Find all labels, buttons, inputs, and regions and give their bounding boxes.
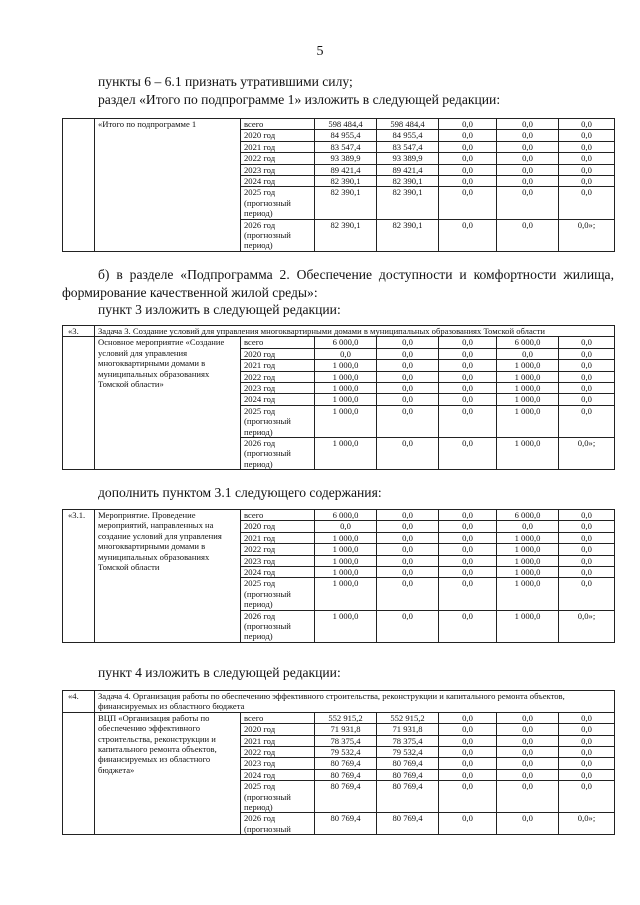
value-cell: 84 955,4	[315, 130, 377, 141]
value-cell: 0,0»;	[559, 610, 615, 642]
value-cell: 0,0	[439, 781, 497, 813]
value-cell: 82 390,1	[315, 219, 377, 251]
para-add-3-1: дополнить пунктом 3.1 следующего содержания:	[98, 485, 382, 500]
value-cell: 0,0	[439, 521, 497, 532]
value-cell: 0,0	[559, 141, 615, 152]
value-cell: 0,0	[559, 769, 615, 780]
value-cell: 0,0»;	[559, 219, 615, 251]
value-cell: 82 390,1	[315, 176, 377, 187]
value-cell: 0,0	[439, 544, 497, 555]
value-cell: 0,0	[377, 544, 439, 555]
year-cell: 2022 год	[241, 544, 315, 555]
year-cell: всего	[241, 712, 315, 723]
value-cell: 0,0	[439, 747, 497, 758]
value-cell: 0,0	[377, 383, 439, 394]
value-cell: 0,0	[377, 438, 439, 470]
value-cell: 0,0»;	[559, 438, 615, 470]
value-cell: 0,0	[559, 747, 615, 758]
section-b-sub: пункт 3 изложить в следующей редакции:	[98, 302, 341, 317]
year-cell: 2020 год	[241, 521, 315, 532]
value-cell: 0,0	[439, 510, 497, 521]
year-cell: 2023 год	[241, 383, 315, 394]
value-cell: 78 375,4	[377, 735, 439, 746]
intro-line-2: раздел «Итого по подпрограмме 1» изложить в следующей редакции:	[98, 92, 501, 107]
value-cell: 79 532,4	[315, 747, 377, 758]
table-row	[63, 510, 615, 521]
item-title: ВЦП «Организация работы по обеспечению эффективного строительства, реконструкции и капитального ремонта объектов, финансируемых из областного бюджета»	[95, 712, 241, 834]
value-cell: 83 547,4	[377, 141, 439, 152]
item-number	[63, 119, 95, 252]
value-cell: 6 000,0	[497, 337, 559, 348]
task-header: Задача 4. Организация работы по обеспечению эффективного строительства, реконструкции и капитального ремонта объектов, финансируемых из областного бюджета	[95, 691, 615, 713]
value-cell: 78 375,4	[315, 735, 377, 746]
value-cell: 0,0	[497, 187, 559, 219]
year-cell: всего	[241, 119, 315, 130]
year-cell: 2025 год (прогнозный период)	[241, 781, 315, 813]
value-cell: 0,0	[559, 383, 615, 394]
value-cell: 1 000,0	[315, 383, 377, 394]
section-b-text: б) в разделе «Подпрограмма 2. Обеспечение доступности и комфортности жилища, формирование качественной жилой среды»:	[62, 267, 614, 300]
value-cell: 0,0	[377, 578, 439, 610]
value-cell: 71 931,8	[377, 724, 439, 735]
year-cell: 2021 год	[241, 532, 315, 543]
task-header-row	[63, 691, 615, 713]
value-cell: 0,0	[439, 758, 497, 769]
value-cell: 0,0	[377, 371, 439, 382]
value-cell: 0,0	[559, 532, 615, 543]
value-cell: 0,0	[559, 164, 615, 175]
value-cell: 0,0	[439, 735, 497, 746]
value-cell: 1 000,0	[497, 532, 559, 543]
value-cell: 0,0	[439, 724, 497, 735]
value-cell: 1 000,0	[497, 383, 559, 394]
value-cell: 1 000,0	[315, 405, 377, 437]
value-cell: 80 769,4	[315, 781, 377, 813]
value-cell: 0,0	[377, 405, 439, 437]
value-cell: 0,0	[439, 394, 497, 405]
value-cell: 80 769,4	[377, 781, 439, 813]
value-cell: 1 000,0	[315, 544, 377, 555]
year-cell: 2025 год (прогнозный период)	[241, 187, 315, 219]
value-cell: 0,0	[377, 555, 439, 566]
value-cell: 1 000,0	[315, 532, 377, 543]
value-cell: 0,0	[439, 610, 497, 642]
value-cell: 0,0	[439, 119, 497, 130]
value-cell: 0,0	[439, 813, 497, 835]
value-cell: 0,0	[559, 521, 615, 532]
value-cell: 0,0	[559, 119, 615, 130]
value-cell: 83 547,4	[315, 141, 377, 152]
year-cell: 2023 год	[241, 164, 315, 175]
value-cell: 0,0	[377, 532, 439, 543]
value-cell: 0,0	[559, 712, 615, 723]
value-cell: 80 769,4	[377, 758, 439, 769]
value-cell: 0,0	[559, 153, 615, 164]
value-cell: 1 000,0	[315, 555, 377, 566]
year-cell: 2024 год	[241, 394, 315, 405]
value-cell: 0,0	[497, 119, 559, 130]
value-cell: 0,0	[497, 153, 559, 164]
value-cell: 0,0	[559, 544, 615, 555]
value-cell: 0,0	[497, 219, 559, 251]
value-cell: 0,0	[377, 521, 439, 532]
year-cell: 2021 год	[241, 735, 315, 746]
value-cell: 0,0	[559, 348, 615, 359]
value-cell: 0,0	[315, 348, 377, 359]
value-cell: 1 000,0	[315, 371, 377, 382]
value-cell: 0,0	[497, 781, 559, 813]
value-cell: 598 484,4	[315, 119, 377, 130]
value-cell: 552 915,2	[377, 712, 439, 723]
value-cell: 0,0	[559, 130, 615, 141]
value-cell: 80 769,4	[377, 769, 439, 780]
year-cell: 2026 год (прогнозный	[241, 813, 315, 835]
year-cell: 2022 год	[241, 747, 315, 758]
table-row	[63, 337, 615, 348]
value-cell: 0,0	[559, 360, 615, 371]
value-cell: 0,0	[497, 141, 559, 152]
value-cell: 84 955,4	[377, 130, 439, 141]
value-cell: 0,0	[439, 360, 497, 371]
year-cell: 2025 год (прогнозный период)	[241, 405, 315, 437]
year-cell: 2024 год	[241, 567, 315, 578]
value-cell: 89 421,4	[315, 164, 377, 175]
value-cell: 0,0	[497, 758, 559, 769]
value-cell: 0,0	[559, 371, 615, 382]
value-cell: 0,0	[377, 360, 439, 371]
value-cell: 1 000,0	[497, 555, 559, 566]
value-cell: 0,0	[559, 781, 615, 813]
year-cell: 2026 год (прогнозный период)	[241, 610, 315, 642]
value-cell: 1 000,0	[315, 438, 377, 470]
item-number: «3.1.	[63, 510, 95, 643]
value-cell: 93 389,9	[377, 153, 439, 164]
year-cell: 2026 год (прогнозный период)	[241, 438, 315, 470]
value-cell: 0,0	[497, 521, 559, 532]
value-cell: 0,0	[439, 219, 497, 251]
value-cell: 1 000,0	[497, 544, 559, 555]
item-number-blank	[63, 337, 95, 470]
value-cell: 0,0	[439, 348, 497, 359]
value-cell: 0,0	[439, 130, 497, 141]
value-cell: 0,0	[439, 555, 497, 566]
value-cell: 1 000,0	[497, 371, 559, 382]
value-cell: 82 390,1	[377, 187, 439, 219]
year-cell: 2020 год	[241, 130, 315, 141]
value-cell: 6 000,0	[315, 337, 377, 348]
value-cell: 0,0	[439, 578, 497, 610]
item-title: Основное мероприятие «Создание условий для управления многоквартирными домами в муниципальных образованиях Томской области»	[95, 337, 241, 470]
value-cell: 0,0	[377, 610, 439, 642]
value-cell: 1 000,0	[497, 360, 559, 371]
value-cell: 0,0	[559, 337, 615, 348]
item-title: «Итого по подпрограмме 1	[95, 119, 241, 252]
value-cell: 0,0	[439, 383, 497, 394]
value-cell: 0,0»;	[559, 813, 615, 835]
table-task-4	[62, 690, 615, 835]
value-cell: 0,0	[559, 567, 615, 578]
value-cell: 0,0	[377, 348, 439, 359]
task-header: Задача 3. Создание условий для управления многоквартирными домами в муниципальных образованиях Томской области	[95, 326, 615, 337]
value-cell: 79 532,4	[377, 747, 439, 758]
value-cell: 0,0	[439, 371, 497, 382]
value-cell: 0,0	[439, 337, 497, 348]
value-cell: 0,0	[377, 567, 439, 578]
value-cell: 0,0	[559, 578, 615, 610]
value-cell: 0,0	[439, 532, 497, 543]
year-cell: 2023 год	[241, 555, 315, 566]
year-cell: 2020 год	[241, 724, 315, 735]
year-cell: всего	[241, 337, 315, 348]
value-cell: 6 000,0	[497, 510, 559, 521]
value-cell: 552 915,2	[315, 712, 377, 723]
value-cell: 0,0	[497, 769, 559, 780]
item-number: «4.	[63, 691, 95, 713]
intro-line-1: пункты 6 – 6.1 признать утратившими силу;	[98, 74, 353, 89]
value-cell: 0,0	[559, 735, 615, 746]
value-cell: 1 000,0	[315, 360, 377, 371]
value-cell: 0,0	[559, 405, 615, 437]
value-cell: 0,0	[377, 394, 439, 405]
value-cell: 82 390,1	[377, 176, 439, 187]
value-cell: 0,0	[559, 176, 615, 187]
value-cell: 82 390,1	[315, 187, 377, 219]
value-cell: 0,0	[497, 176, 559, 187]
table-row	[63, 119, 615, 130]
value-cell: 80 769,4	[315, 758, 377, 769]
table-subprogram-1-total	[62, 118, 615, 252]
item-title: Мероприятие. Проведение мероприятий, направленных на создание условий для управления многоквартирными домами в муниципальных образованиях Томской области	[95, 510, 241, 643]
item-number-blank	[63, 712, 95, 834]
item-number: «3.	[63, 326, 95, 337]
value-cell: 0,0	[559, 758, 615, 769]
value-cell: 1 000,0	[497, 438, 559, 470]
value-cell: 0,0	[497, 712, 559, 723]
value-cell: 89 421,4	[377, 164, 439, 175]
value-cell: 1 000,0	[315, 394, 377, 405]
year-cell: 2021 год	[241, 141, 315, 152]
value-cell: 1 000,0	[497, 610, 559, 642]
value-cell: 0,0	[439, 567, 497, 578]
value-cell: 0,0	[439, 712, 497, 723]
value-cell: 1 000,0	[497, 567, 559, 578]
value-cell: 93 389,9	[315, 153, 377, 164]
page-number: 5	[316, 44, 324, 59]
year-cell: 2020 год	[241, 348, 315, 359]
value-cell: 0,0	[497, 747, 559, 758]
value-cell: 0,0	[377, 337, 439, 348]
value-cell: 1 000,0	[497, 578, 559, 610]
value-cell: 1 000,0	[497, 405, 559, 437]
year-cell: всего	[241, 510, 315, 521]
value-cell: 82 390,1	[377, 219, 439, 251]
year-cell: 2025 год (прогнозный период)	[241, 578, 315, 610]
value-cell: 0,0	[559, 510, 615, 521]
year-cell: 2022 год	[241, 153, 315, 164]
value-cell: 0,0	[559, 724, 615, 735]
para-item-4: пункт 4 изложить в следующей редакции:	[98, 665, 341, 680]
value-cell: 0,0	[439, 769, 497, 780]
value-cell: 0,0	[439, 405, 497, 437]
value-cell: 0,0	[497, 348, 559, 359]
value-cell: 80 769,4	[377, 813, 439, 835]
year-cell: 2021 год	[241, 360, 315, 371]
value-cell: 0,0	[439, 438, 497, 470]
year-cell: 2024 год	[241, 769, 315, 780]
year-cell: 2022 год	[241, 371, 315, 382]
table-item-3-1	[62, 509, 615, 643]
table-task-3	[62, 325, 615, 470]
value-cell: 80 769,4	[315, 813, 377, 835]
task-header-row	[63, 326, 615, 337]
year-cell: 2024 год	[241, 176, 315, 187]
value-cell: 71 931,8	[315, 724, 377, 735]
value-cell: 0,0	[497, 164, 559, 175]
value-cell: 1 000,0	[315, 610, 377, 642]
value-cell: 0,0	[559, 555, 615, 566]
table-row	[63, 712, 615, 723]
value-cell: 0,0	[439, 164, 497, 175]
value-cell: 0,0	[559, 187, 615, 219]
value-cell: 0,0	[439, 141, 497, 152]
value-cell: 0,0	[439, 187, 497, 219]
year-cell: 2023 год	[241, 758, 315, 769]
value-cell: 1 000,0	[315, 567, 377, 578]
value-cell: 0,0	[497, 735, 559, 746]
value-cell: 0,0	[497, 130, 559, 141]
value-cell: 1 000,0	[315, 578, 377, 610]
value-cell: 80 769,4	[315, 769, 377, 780]
value-cell: 6 000,0	[315, 510, 377, 521]
year-cell: 2026 год (прогнозный период)	[241, 219, 315, 251]
value-cell: 0,0	[559, 394, 615, 405]
value-cell: 1 000,0	[497, 394, 559, 405]
value-cell: 0,0	[315, 521, 377, 532]
value-cell: 0,0	[439, 176, 497, 187]
value-cell: 0,0	[439, 153, 497, 164]
value-cell: 598 484,4	[377, 119, 439, 130]
value-cell: 0,0	[377, 510, 439, 521]
value-cell: 0,0	[497, 813, 559, 835]
value-cell: 0,0	[497, 724, 559, 735]
